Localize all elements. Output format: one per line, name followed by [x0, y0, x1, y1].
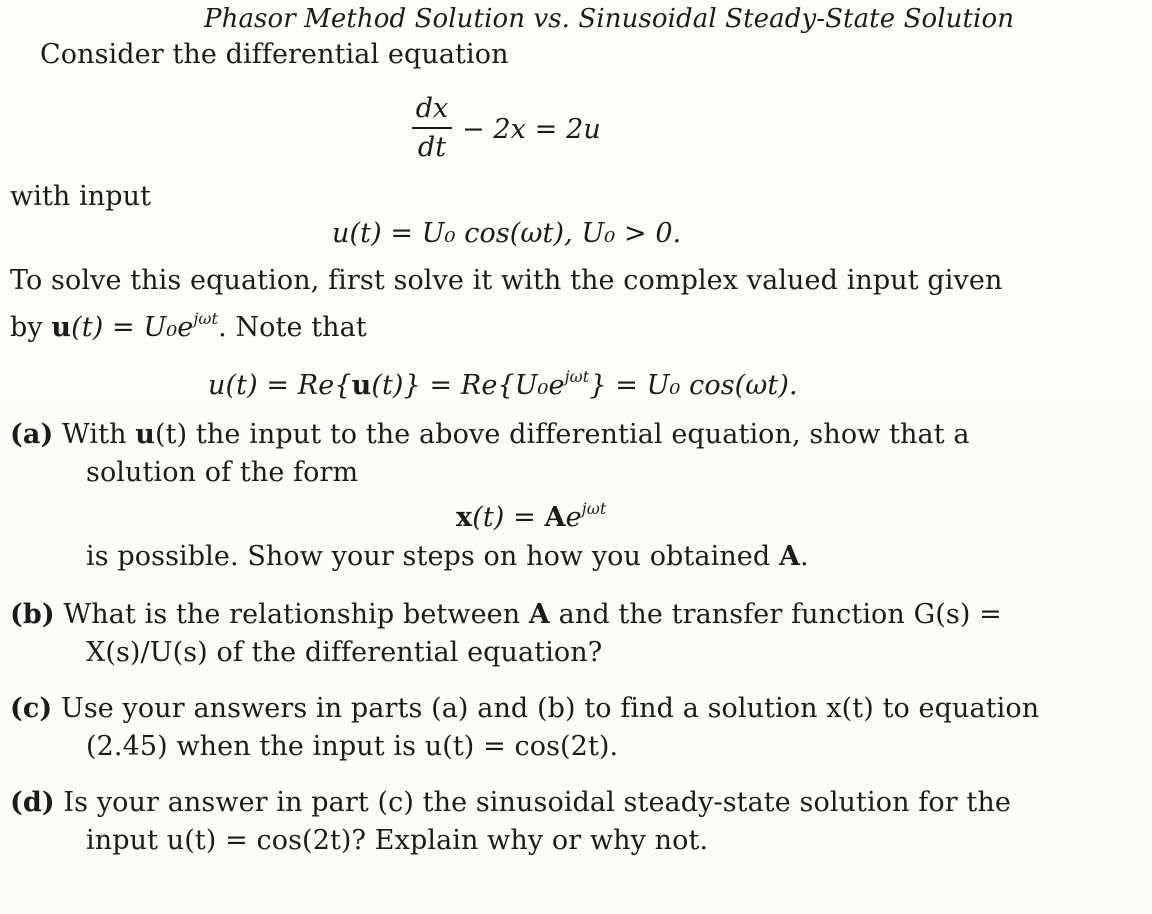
with-input-text: with input	[10, 181, 152, 212]
bold-u: u	[51, 312, 72, 343]
part-a-l3-A: A	[778, 541, 801, 572]
part-a-line-3	[86, 540, 809, 574]
para-prefix: by	[10, 312, 52, 343]
part-c-label: (c)	[10, 693, 53, 724]
part-c-line-1	[10, 692, 1039, 726]
equation3	[208, 360, 798, 403]
para-mid: (t) = U₀e	[71, 312, 194, 343]
page-title: Phasor Method Solution vs. Sinusoidal Steady-State Solution	[204, 4, 1015, 34]
part-a-line-1	[10, 418, 970, 452]
part-b-label: (b)	[10, 599, 55, 630]
part-b-line-1	[10, 598, 1002, 632]
part-b-post: and the transfer function G(s) =	[549, 599, 1002, 630]
fraction-denominator: dt	[417, 132, 447, 163]
part-a-post: (t) the input to the above differential equation, show that a	[155, 419, 970, 450]
paragraph-line-1: To solve this equation, first solve it with the complex valued input given	[10, 265, 1003, 296]
eq3-exponent: jωt	[564, 367, 590, 386]
fraction-numerator: dx	[415, 93, 449, 124]
part-a-eq-x: x	[456, 502, 473, 533]
part-a-l3-post: .	[800, 541, 809, 572]
part-a-pre: With	[62, 419, 136, 450]
part-a-l3-pre: is possible. Show your steps on how you obtained	[86, 541, 779, 572]
para-exponent: jωt	[193, 309, 219, 328]
part-a-eq-A: A	[544, 502, 566, 533]
part-a-bold-u: u	[135, 419, 156, 450]
part-b-bold-A: A	[528, 599, 550, 630]
fraction-bar	[412, 127, 452, 129]
equation1-rest: − 2x = 2u	[462, 114, 601, 145]
part-d-line-2: input u(t) = cos(2t)? Explain why or why not.	[86, 825, 709, 856]
paragraph-line-2	[10, 302, 367, 345]
eq3-bold-u: u	[351, 370, 372, 401]
part-b-line-2: X(s)/U(s) of the differential equation?	[86, 637, 603, 668]
part-d-label: (d)	[10, 787, 55, 818]
part-a-equation	[456, 492, 606, 535]
part-a-line-2: solution of the form	[86, 457, 359, 488]
equation2: u(t) = U₀ cos(ωt), U₀ > 0.	[332, 218, 682, 249]
derivative-fraction	[412, 92, 452, 165]
eq3-left: u(t) = Re{	[208, 370, 352, 401]
part-d-text-1: Is your answer in part (c) the sinusoidal steady-state solution for the	[63, 787, 1011, 818]
part-a-eq-exponent: jωt	[581, 499, 607, 518]
eq3-mid: (t)} = Re{U₀e	[371, 370, 565, 401]
part-b-pre: What is the relationship between	[63, 599, 529, 630]
intro-text: Consider the differential equation	[40, 39, 509, 70]
part-c-line-2: (2.45) when the input is u(t) = cos(2t).	[86, 731, 619, 762]
eq3-right: } = U₀ cos(ωt).	[589, 370, 798, 401]
part-d-line-1	[10, 786, 1011, 820]
part-a-eq-e: e	[565, 502, 582, 533]
part-a-label: (a)	[10, 419, 54, 450]
part-c-text-1: Use your answers in parts (a) and (b) to find a solution x(t) to equation	[60, 693, 1040, 724]
part-a-eq-mid: (t) =	[472, 502, 545, 533]
para-suffix: . Note that	[218, 312, 367, 343]
